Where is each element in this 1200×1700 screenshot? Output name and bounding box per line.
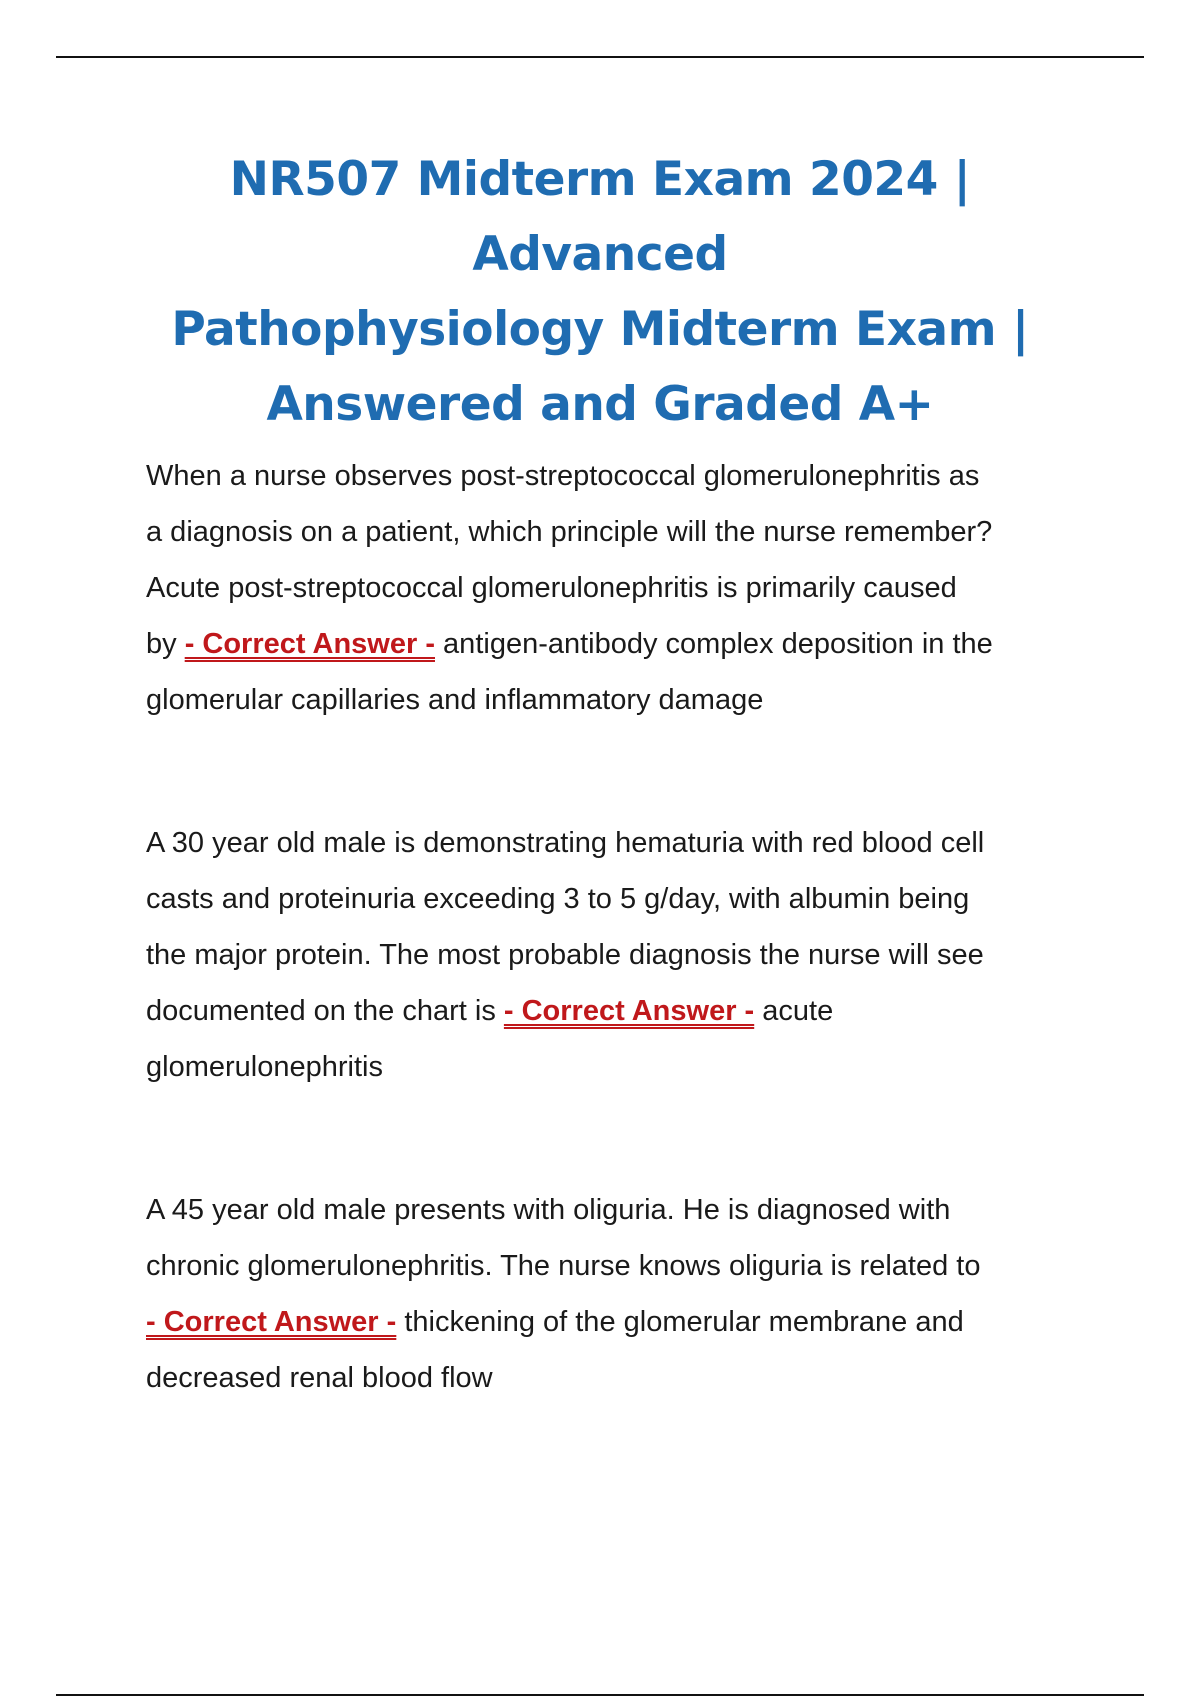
correct-answer-label: - Correct Answer - bbox=[146, 1306, 397, 1338]
question-answer-1 bbox=[146, 448, 1086, 728]
answer-text: thickening of the glomerular membrane and bbox=[396, 1306, 964, 1338]
answer-continued: decreased renal blood flow bbox=[146, 1362, 493, 1394]
question-answer-3 bbox=[146, 1182, 1086, 1406]
question-tail: by bbox=[146, 628, 185, 660]
title-line: Answered and Graded A+ bbox=[266, 377, 934, 432]
question-line: Acute post-streptococcal glomerulonephritis is primarily caused bbox=[146, 572, 957, 604]
answer-text: antigen-antibody complex deposition in the bbox=[435, 628, 993, 660]
question-line: A 45 year old male presents with oliguria. He is diagnosed with bbox=[146, 1194, 951, 1226]
question-line: chronic glomerulonephritis. The nurse knows oliguria is related to bbox=[146, 1250, 981, 1282]
answer-line bbox=[146, 983, 1086, 1039]
answer-continued: glomerular capillaries and inflammatory damage bbox=[146, 684, 764, 716]
question-line: A 30 year old male is demonstrating hematuria with red blood cell bbox=[146, 827, 985, 859]
top-divider bbox=[56, 56, 1144, 58]
question-line: the major protein. The most probable diagnosis the nurse will see bbox=[146, 939, 984, 971]
answer-text: acute bbox=[754, 995, 834, 1027]
answer-continued: glomerulonephritis bbox=[146, 1051, 383, 1083]
answer-line bbox=[146, 616, 1086, 672]
question-tail: documented on the chart is bbox=[146, 995, 504, 1027]
correct-answer-label: - Correct Answer - bbox=[503, 995, 755, 1027]
question-answer-2 bbox=[146, 815, 1086, 1095]
bottom-divider bbox=[56, 1694, 1144, 1696]
title-line: Pathophysiology Midterm Exam | bbox=[171, 302, 1029, 357]
question-line: a diagnosis on a patient, which principle will the nurse remember? bbox=[146, 516, 993, 548]
answer-line bbox=[146, 1294, 1086, 1350]
question-line: When a nurse observes post-streptococcal glomerulonephritis as bbox=[146, 460, 980, 492]
document-title bbox=[100, 142, 1100, 442]
correct-answer-label: - Correct Answer - bbox=[184, 628, 435, 660]
question-line: casts and proteinuria exceeding 3 to 5 g/day, with albumin being bbox=[146, 883, 970, 915]
title-line: NR507 Midterm Exam 2024 | Advanced bbox=[229, 152, 971, 282]
